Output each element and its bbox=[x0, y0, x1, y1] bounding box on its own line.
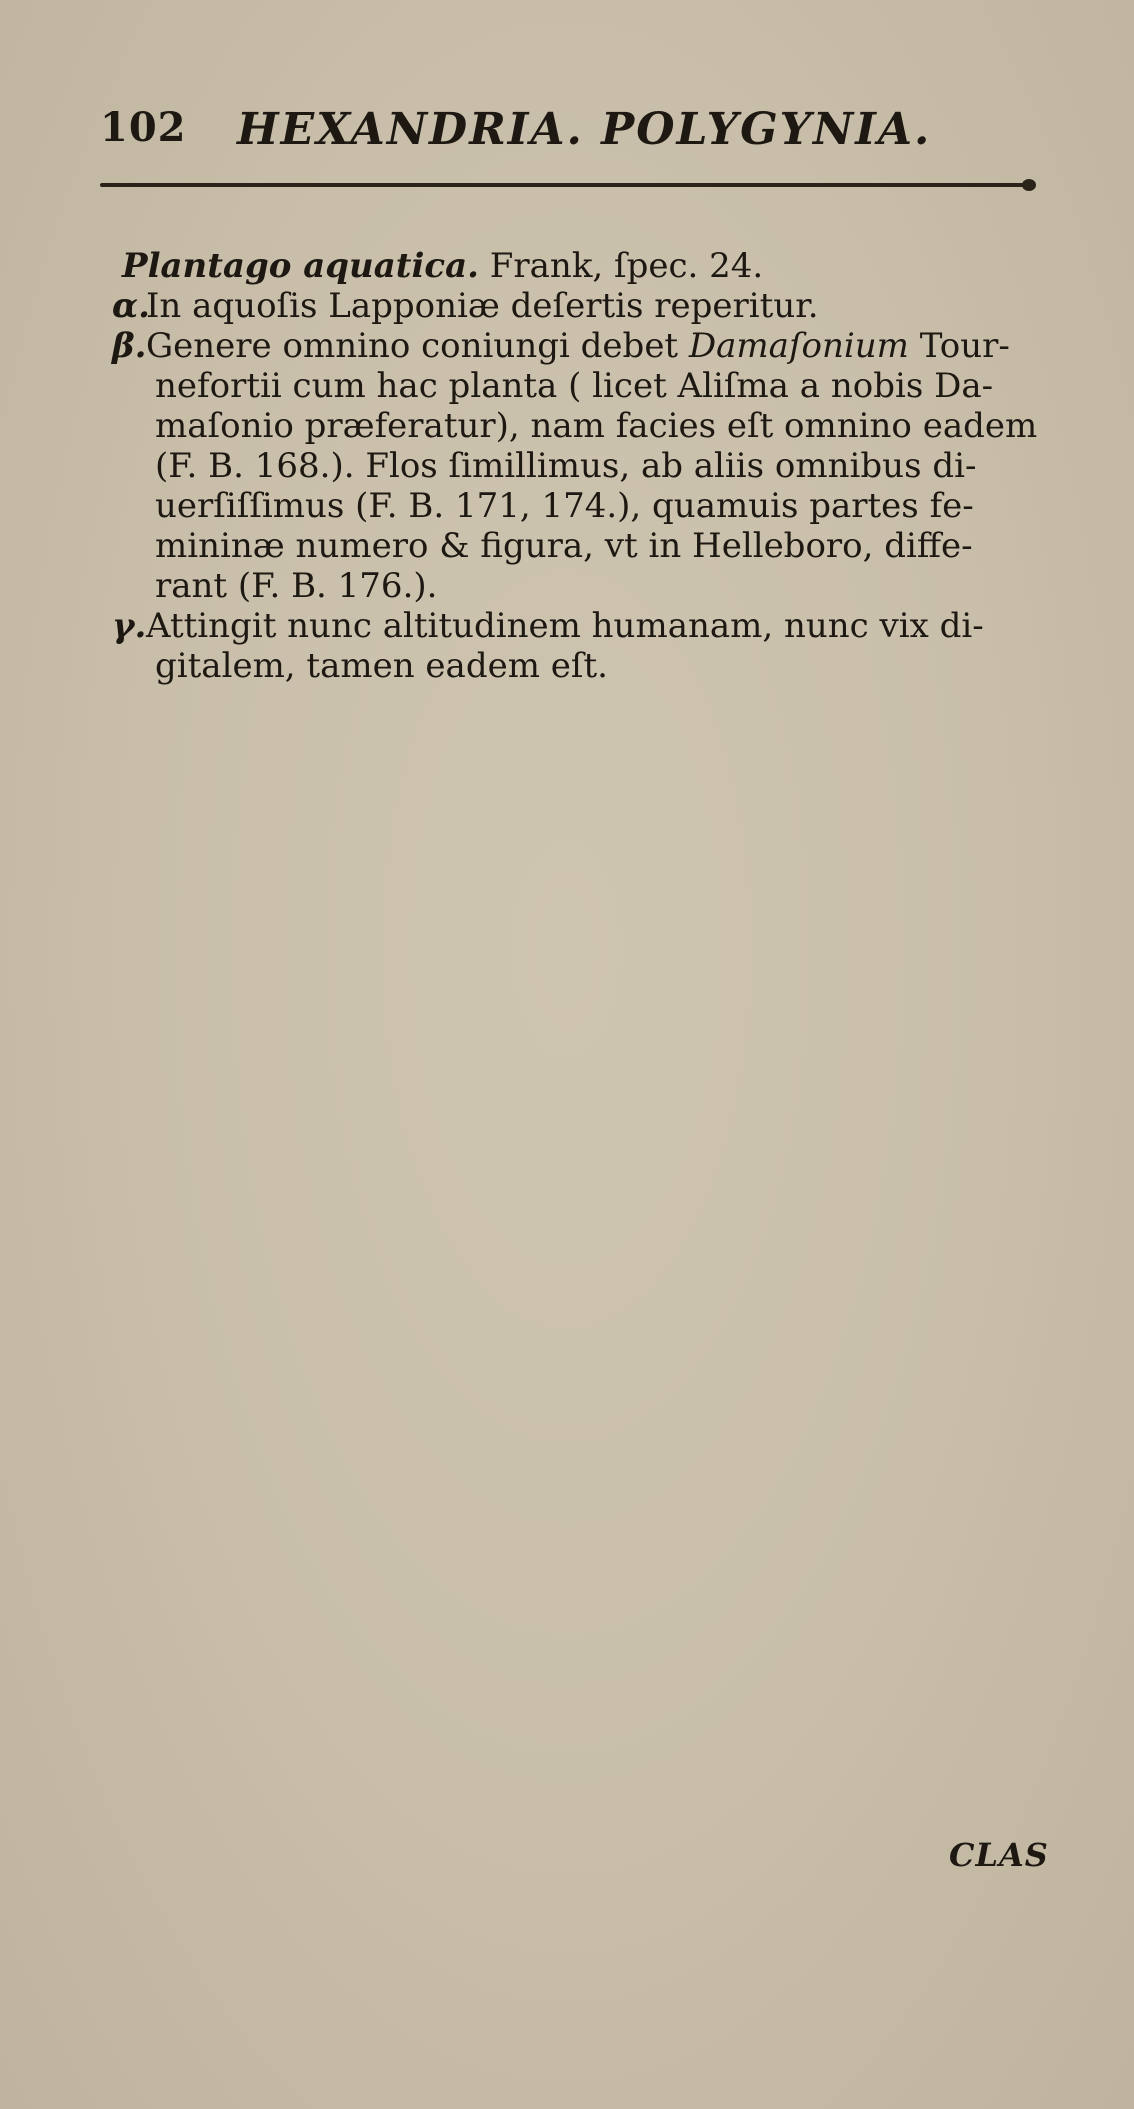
header-rule-ornament bbox=[1022, 179, 1036, 191]
text-span: In aquoſis Lapponiæ deſertis reperitur. bbox=[146, 286, 819, 326]
page-number: 102 bbox=[100, 104, 187, 151]
text-span: uerſiſſimus (F. B. 171, 174.), quamuis partes fe- bbox=[155, 486, 974, 526]
text-span: gitalem, tamen eadem eſt. bbox=[155, 646, 608, 686]
text-span: mininæ numero & figura, vt in Helleboro, diffe- bbox=[155, 526, 973, 566]
text-line bbox=[112, 246, 1072, 286]
text-span: nefortii cum hac planta ( licet Aliſma a nobis Da- bbox=[155, 366, 994, 406]
note-marker: γ. bbox=[112, 606, 147, 646]
header-rule bbox=[100, 183, 1035, 187]
text-line bbox=[112, 566, 1072, 606]
text-span: Attingit nunc altitudinem humanam, nunc vix di- bbox=[146, 606, 984, 646]
text-span: Tour- bbox=[908, 326, 1010, 366]
text-span: rant (F. B. 176.). bbox=[155, 566, 438, 606]
text-span: Frank, ſpec. 24. bbox=[479, 246, 764, 286]
note-marker: α. bbox=[112, 286, 151, 326]
text-span: maſonio præferatur), nam facies eſt omnino eadem bbox=[155, 406, 1038, 446]
text-line bbox=[112, 446, 1072, 486]
page-header bbox=[100, 104, 1040, 164]
species-entry bbox=[112, 246, 1072, 686]
text-span: (F. B. 168.). Flos ſimillimus, ab aliis omnibus di- bbox=[155, 446, 977, 486]
note-marker: β. bbox=[112, 326, 147, 366]
text-line bbox=[112, 366, 1072, 406]
text-line bbox=[112, 646, 1072, 686]
text-span: Genere omnino coniungi debet bbox=[146, 326, 689, 366]
text-line bbox=[112, 486, 1072, 526]
text-line bbox=[112, 606, 1072, 646]
text-line bbox=[112, 286, 1072, 326]
species-name: Plantago aquatica. bbox=[122, 246, 479, 286]
catchword: CLAS bbox=[949, 1836, 1049, 1874]
genus-name: Damaſonium bbox=[688, 326, 909, 366]
text-line bbox=[112, 326, 1072, 366]
text-line bbox=[112, 406, 1072, 446]
text-line bbox=[112, 526, 1072, 566]
running-head: HEXANDRIA. POLYGYNIA. bbox=[237, 104, 932, 155]
